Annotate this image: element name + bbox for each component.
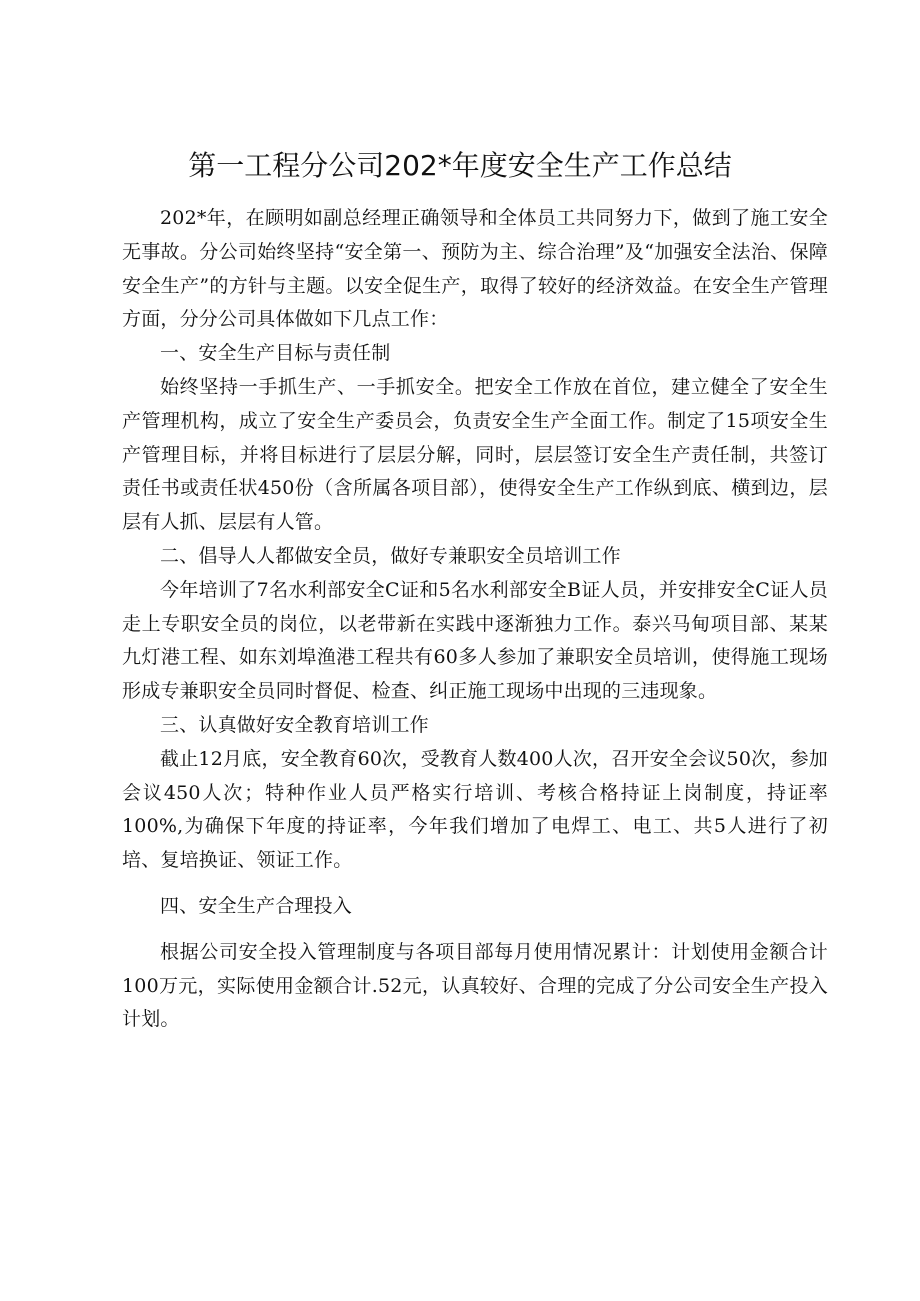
intro-paragraph: 202*年，在顾明如副总经理正确领导和全体员工共同努力下，做到了施工安全无事故。分公司始终坚持“安全第一、预防为主、综合治理”及“加强安全法治、保障安全生产”的方针与主题。以安全促生产，取得了较好的经济效益。在安全生产管理方面，分分公司具体做如下几点工作： <box>122 207 828 331</box>
section-body-2: 今年培训了7名水利部安全C证和5名水利部安全B证人员，并安排安全C证人员走上专职安全员的岗位，以老带新在实践中逐渐独力工作。泰兴马甸项目部、某某九灯港工程、如东刘埠渔港工程共有60多人参加了兼职安全员培训，使得施工现场形成专兼职安全员同时督促、检查、纠正施工现场中出现的三违现象。 <box>122 578 828 703</box>
section-body-1: 始终坚持一手抓生产、一手抓安全。把安全工作放在首位，建立健全了安全生产管理机构，成立了安全生产委员会，负责安全生产全面工作。制定了15项安全生产管理目标，并将目标进行了层层分解，同时，层层签订安全生产责任制，共签订责任书或责任状450份（含所属各项目部），使得安全生产工作纵到底、横到边，层层有人抓、层层有人管。 <box>122 375 828 534</box>
spacer <box>122 878 828 890</box>
section-body-3: 截止12月底，安全教育60次，受教育人数400人次，召开安全会议50次，参加会议450人次；特种作业人员严格实行培训、考核合格持证上岗制度，持证率100%,为确保下年度的持证率，今年我们增加了电焊工、电工、共5人进行了初培、复培换证、领证工作。 <box>122 747 828 872</box>
section-body-4: 根据公司安全投入管理制度与各项目部每月使用情况累计：计划使用金额合计100万元，实际使用金额合计.52元，认真较好、合理的完成了分公司安全生产投入计划。 <box>122 940 828 1031</box>
document-body <box>122 202 828 1037</box>
section-heading-3: 三、认真做好安全教育培训工作 <box>160 713 429 736</box>
section-heading-2: 二、倡导人人都做安全员，做好专兼职安全员培训工作 <box>160 544 621 567</box>
section-heading-4: 四、安全生产合理投入 <box>160 894 353 917</box>
section-heading-1: 一、安全生产目标与责任制 <box>160 342 391 365</box>
document-title: 第一工程分公司202*年度安全生产工作总结 <box>188 149 732 182</box>
spacer <box>122 924 828 936</box>
